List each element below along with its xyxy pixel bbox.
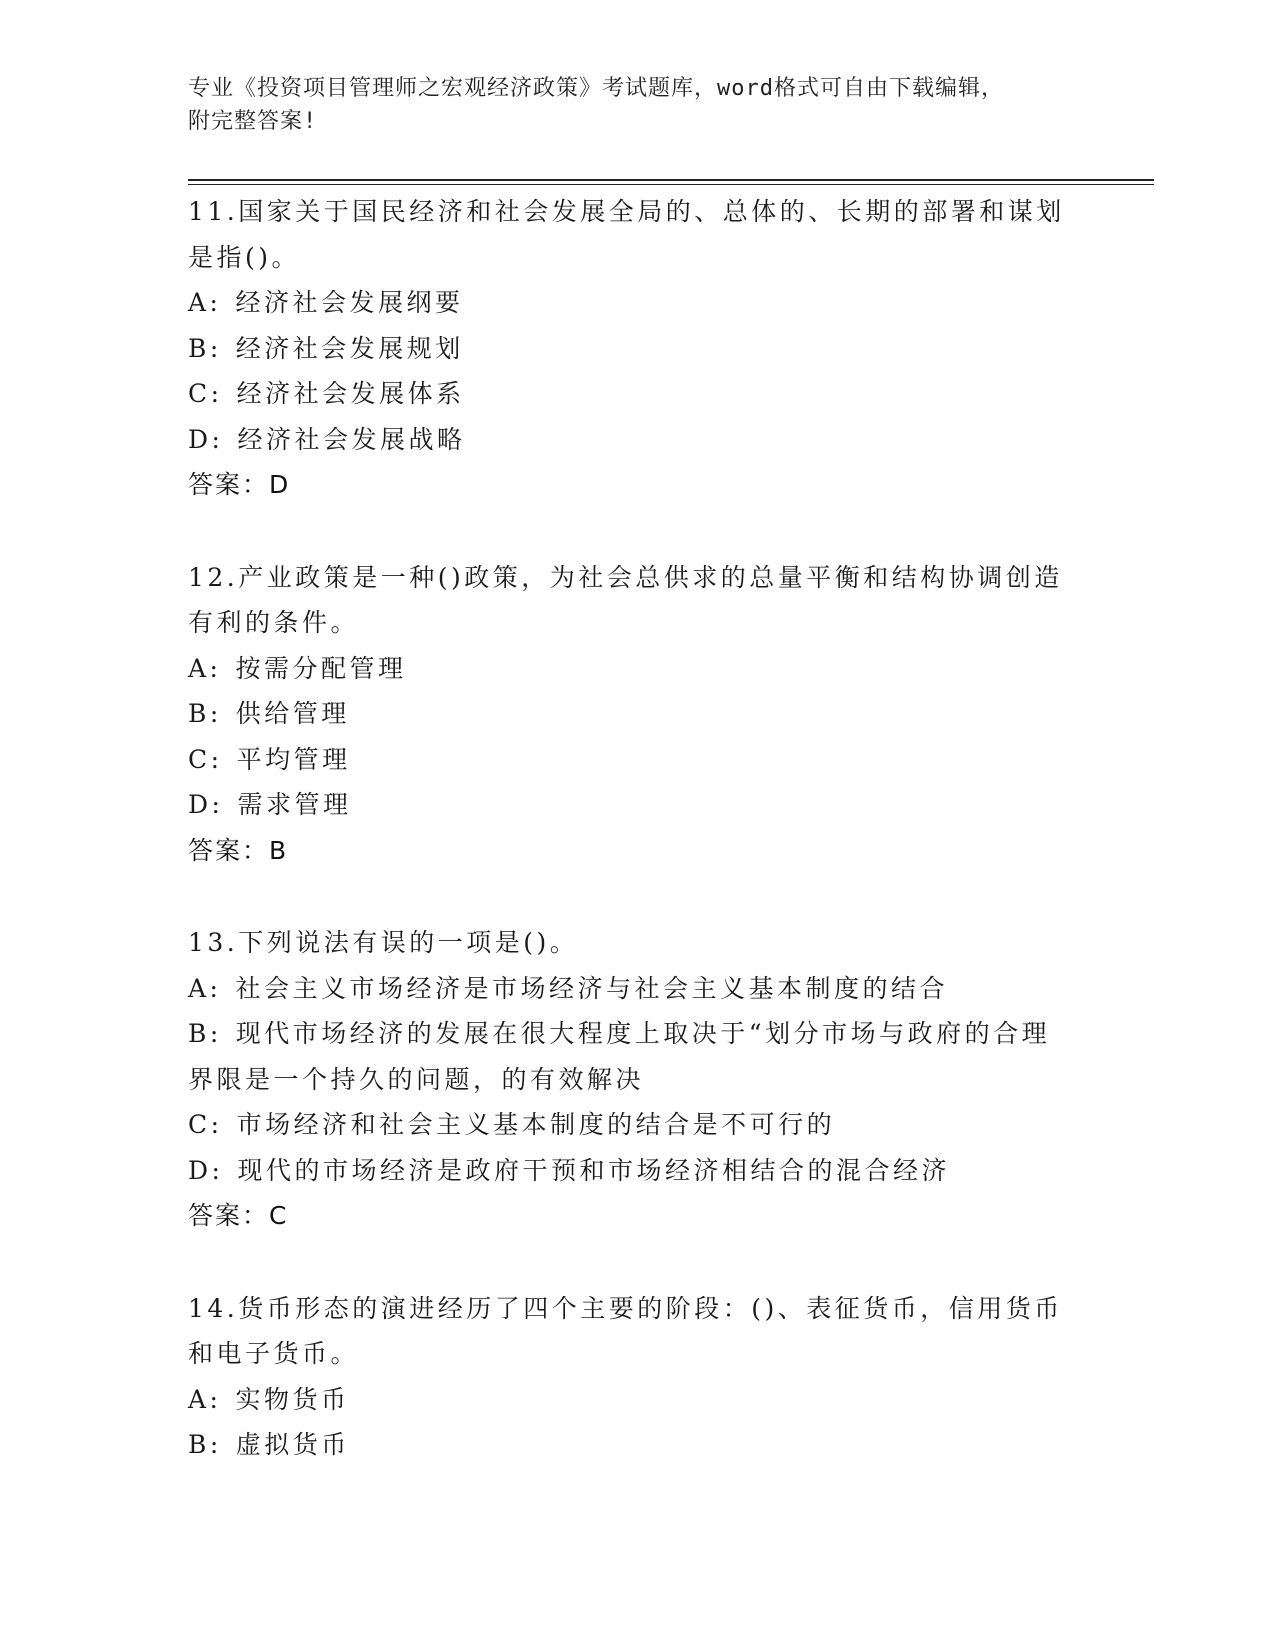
option-key: D: [188,1155,224,1185]
option-b [188,1422,1088,1468]
option-text: 虚拟货币 [235,1430,350,1459]
option-text: 经济社会发展规划 [235,333,464,363]
option-key: B: [188,699,222,728]
stem-line: 12.产业政策是一种()政策，为社会总供求的总量平衡和结构协调创造 [188,562,1063,592]
stem-line: 11.国家关于国民经济和社会发展全局的、总体的、长期的部署和谋划 [188,197,1065,226]
option-key: B: [188,333,222,363]
document-header [188,72,1088,138]
option-key: A: [188,1384,222,1414]
option-text: 现代的市场经济是政府干预和市场经济相结合的混合经济 [237,1155,950,1185]
option-text: 供给管理 [235,699,350,728]
option-key: B: [188,1019,222,1048]
question-stem [188,920,1088,966]
option-key: C: [188,1110,223,1139]
stem-line: 13.下列说法有误的一项是()。 [188,928,579,957]
question-stem [188,555,1088,646]
option-d [188,782,1088,828]
option-text: 现代市场经济的发展在很大程度上取决于“划分市场与政府的合理 [235,1019,1051,1048]
option-a [188,966,1088,1012]
question-stem [188,189,1088,280]
option-key: D: [188,424,224,454]
option-text: 市场经济和社会主义基本制度的结合是不可行的 [236,1110,836,1139]
answer: 答案：C [188,1201,289,1230]
option-a [188,1377,1088,1423]
question-stem [188,1286,1088,1377]
stem-line: 14.货币形态的演进经历了四个主要的阶段：()、表征货币，信用货币 [188,1293,1063,1323]
option-key: A: [188,288,222,317]
option-key: C: [188,744,223,774]
question-11 [188,189,1088,508]
option-text: 社会主义市场经济是市场经济与社会主义基本制度的结合 [235,973,948,1003]
answer: 答案：D [188,470,291,499]
option-b-continued: 界限是一个持久的问题，的有效解决 [188,1064,645,1094]
option-key: A: [188,653,222,683]
option-text: 经济社会发展体系 [236,379,465,408]
option-key: C: [188,379,223,408]
option-b [188,326,1088,372]
header-divider-thin [188,184,1154,185]
option-text: 实物货币 [235,1384,350,1414]
option-a [188,280,1088,326]
header-line-2: 附完整答案! [188,109,318,134]
option-b [188,1011,1088,1057]
stem-line: 是指()。 [188,242,301,272]
option-d [188,417,1088,463]
option-text: 经济社会发展战略 [237,424,466,454]
option-text: 按需分配管理 [235,653,407,683]
option-b [188,691,1088,737]
option-key: B: [188,1430,222,1459]
option-key: A: [188,973,222,1003]
answer: 答案：B [188,835,289,865]
header-line-1: 专业《投资项目管理师之宏观经济政策》考试题库，word格式可自由下载编辑， [188,76,1004,101]
option-key: D: [188,790,224,819]
stem-line: 有利的条件。 [188,608,360,637]
option-d [188,1148,1088,1194]
option-a [188,646,1088,692]
option-c [188,737,1088,783]
stem-line: 和电子货币。 [188,1339,360,1368]
option-text: 平均管理 [236,744,351,774]
question-14 [188,1286,1088,1468]
option-c [188,371,1088,417]
option-text: 需求管理 [237,790,352,819]
option-text: 经济社会发展纲要 [235,288,464,317]
question-list [188,189,1088,1515]
question-12 [188,555,1088,874]
question-13 [188,920,1088,1239]
option-c [188,1102,1088,1148]
header-divider-thick [188,179,1154,181]
